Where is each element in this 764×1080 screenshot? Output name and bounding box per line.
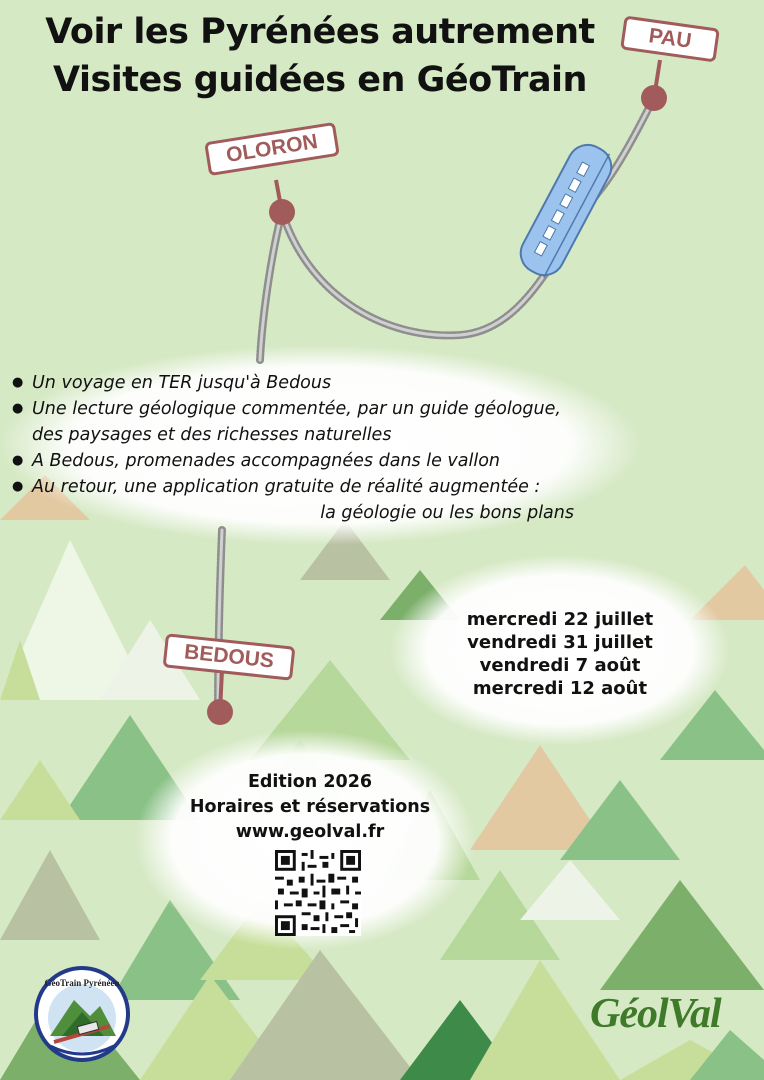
station-sign-bedous: BEDOUS [163, 633, 296, 680]
feature-item-continued: des paysages et des richesses naturelles [32, 425, 392, 445]
date-item: vendredi 31 juillet [467, 632, 653, 653]
feature-item-continued: la géologie ou les bons plans [320, 503, 574, 523]
schedule-label: Horaires et réservations [189, 797, 431, 817]
feature-item: ● Un voyage en TER jusqu'à Bedous [12, 370, 622, 396]
feature-item: ● A Bedous, promenades accompagnées dans le vallon [12, 448, 622, 474]
station-sign-pau: PAU [620, 15, 720, 62]
geolval-logo-part1: Géol [590, 991, 668, 1037]
date-item: mercredi 12 août [472, 678, 648, 699]
poster-title-line2: Visites guidées en GéoTrain [53, 60, 587, 100]
poster-title-line1: Voir les Pyrénées autrement [45, 12, 595, 52]
station-sign-oloron: OLORON [204, 122, 340, 176]
website-link[interactable]: www.geolval.fr [235, 822, 385, 842]
feature-list [12, 370, 622, 526]
geotrain-logo [34, 966, 130, 1066]
feature-item: ● Une lecture géologique commentée, par un guide géologue, [12, 396, 622, 422]
geolval-logo [590, 990, 721, 1038]
date-item: vendredi 7 août [479, 655, 641, 676]
dates-list [440, 608, 680, 700]
qr-code-icon[interactable] [275, 850, 361, 936]
edition-label: Edition 2026 [247, 772, 373, 792]
booking-info [160, 770, 460, 845]
feature-item: ● Au retour, une application gratuite de réalité augmentée : [12, 474, 622, 500]
geolval-logo-part2: Val [667, 991, 721, 1037]
date-item: mercredi 22 juillet [466, 609, 654, 630]
geotrain-logo-text: GéoTrain Pyrénéen [44, 978, 120, 988]
